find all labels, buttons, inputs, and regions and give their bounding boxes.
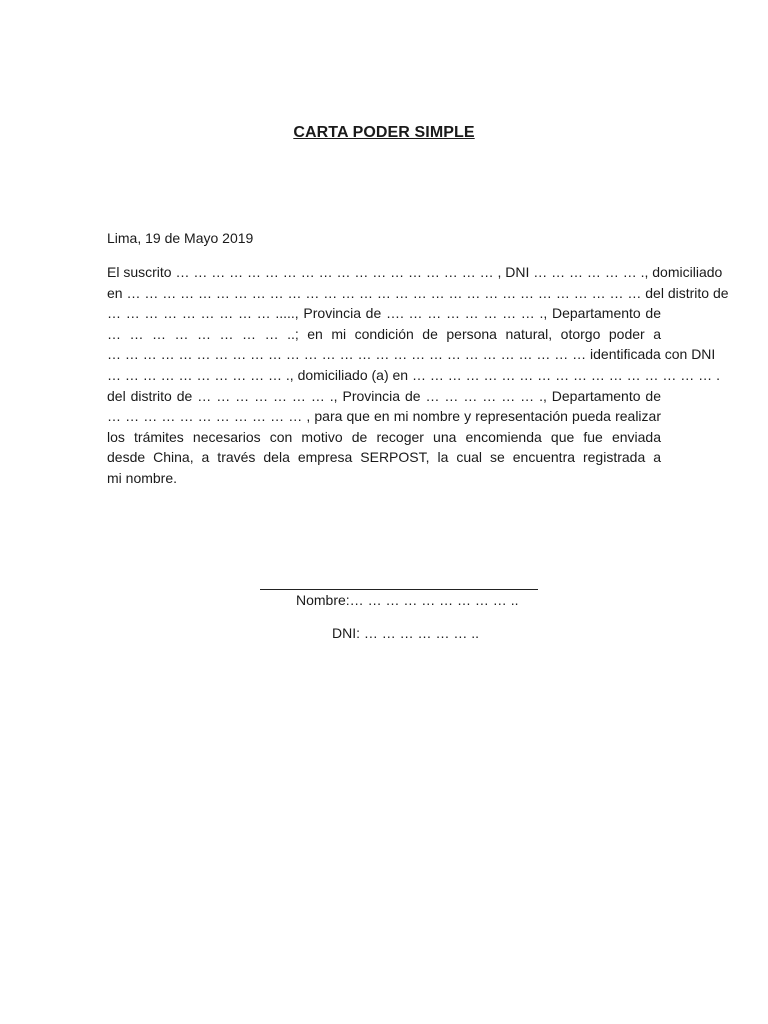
document-title: CARTA PODER SIMPLE (293, 124, 475, 141)
body-line: del distrito de … … … … … … … ., Provincia de … … … … … … ., Departamento de (107, 387, 661, 404)
body-line: … … … … … … … … … … ., domiciliado (a) en … … … … … … … … … … … … … … … … … . (107, 366, 720, 383)
body-line: … … … … … … … … … … … , para que en mi nombre y representación pueda realizar (107, 408, 661, 425)
body-line: El suscrito … … … … … … … … … … … … … … … … … … , DNI … … … … … … ., domiciliado (107, 264, 723, 280)
date-line: Lima, 19 de Mayo 2019 (107, 230, 254, 246)
body-line: los trámites necesarios con motivo de recoger una encomienda que fue enviada (107, 428, 661, 445)
body-line: en … … … … … … … … … … … … … … … … … … … … … … … … … … … … … del distrito de (107, 284, 729, 301)
body-line: mi nombre. (107, 469, 178, 486)
signature-dni: DNI: … … … … … … .. (332, 625, 480, 641)
body-line: … … … … … … … … … ....., Provincia de …. … … … … … … … ., Departamento de (107, 305, 661, 322)
body-line: … … … … … … … … … … … … … … … … … … … … … … … … … … … identificada con DNI (107, 346, 716, 363)
signature-name: Nombre:… … … … … … … … … .. (296, 592, 519, 608)
body-line: desde China, a través dela empresa SERPOST, la cual se encuentra registrada a (107, 449, 661, 466)
signature-line (260, 589, 538, 590)
body-paragraph (107, 262, 729, 489)
body-line: … … … … … … … … ..; en mi condición de persona natural, otorgo poder a (107, 325, 661, 342)
